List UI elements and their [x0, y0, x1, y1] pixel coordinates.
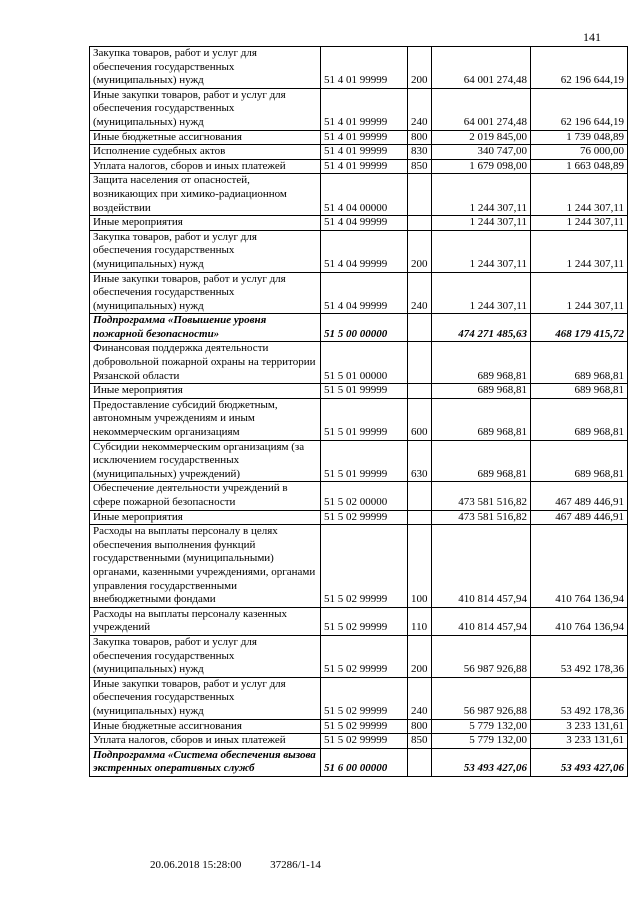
budget-table — [89, 46, 628, 777]
row-amount-plan: 56 987 926,88 — [432, 677, 531, 719]
table-row — [90, 159, 628, 174]
row-amount-plan: 1 244 307,11 — [432, 230, 531, 272]
row-code: 51 4 04 99999 — [321, 272, 408, 314]
table-row — [90, 230, 628, 272]
row-expense-type: 110 — [408, 607, 432, 635]
row-amount-plan: 64 001 274,48 — [432, 47, 531, 89]
row-amount-actual: 689 968,81 — [531, 384, 628, 399]
page-number: 141 — [583, 30, 601, 44]
row-name: Расходы на выплаты персоналу казенных учреждений — [90, 607, 321, 635]
row-name: Иные закупки товаров, работ и услуг для обеспечения государственных (муниципальных) нужд — [90, 272, 321, 314]
table-row — [90, 510, 628, 525]
row-expense-type — [408, 748, 432, 776]
row-name: Подпрограмма «Повышение уровня пожарной безопасности» — [90, 314, 321, 342]
table-row — [90, 525, 628, 608]
table-row — [90, 342, 628, 384]
row-amount-plan: 689 968,81 — [432, 398, 531, 440]
row-name: Закупка товаров, работ и услуг для обеспечения государственных (муниципальных) нужд — [90, 47, 321, 89]
row-name: Иные закупки товаров, работ и услуг для обеспечения государственных (муниципальных) нужд — [90, 677, 321, 719]
row-amount-actual: 689 968,81 — [531, 440, 628, 482]
row-expense-type: 830 — [408, 145, 432, 160]
row-amount-actual: 53 493 427,06 — [531, 748, 628, 776]
row-amount-actual: 76 000,00 — [531, 145, 628, 160]
footer-doc-id: 37286/1-14 — [270, 859, 321, 871]
row-expense-type: 800 — [408, 130, 432, 145]
table-row — [90, 398, 628, 440]
table-row — [90, 145, 628, 160]
row-expense-type: 600 — [408, 398, 432, 440]
row-expense-type — [408, 482, 432, 510]
row-amount-plan: 2 019 845,00 — [432, 130, 531, 145]
row-expense-type: 800 — [408, 719, 432, 734]
row-expense-type — [408, 216, 432, 231]
row-code: 51 5 02 99999 — [321, 607, 408, 635]
row-name: Иные мероприятия — [90, 216, 321, 231]
row-expense-type: 200 — [408, 230, 432, 272]
row-expense-type: 240 — [408, 88, 432, 130]
table-row — [90, 88, 628, 130]
table-row — [90, 748, 628, 776]
row-code: 51 5 02 99999 — [321, 525, 408, 608]
row-expense-type — [408, 314, 432, 342]
row-name: Уплата налогов, сборов и иных платежей — [90, 734, 321, 749]
row-name: Предоставление субсидий бюджетным, автономным учреждениям и иным некоммерческим организациям — [90, 398, 321, 440]
table-row — [90, 635, 628, 677]
row-amount-plan: 5 779 132,00 — [432, 719, 531, 734]
row-expense-type: 200 — [408, 635, 432, 677]
row-amount-actual: 689 968,81 — [531, 342, 628, 384]
row-code: 51 4 01 99999 — [321, 88, 408, 130]
row-expense-type — [408, 342, 432, 384]
row-code: 51 4 01 99999 — [321, 159, 408, 174]
row-amount-actual: 1 244 307,11 — [531, 174, 628, 216]
row-amount-plan: 410 814 457,94 — [432, 525, 531, 608]
row-code: 51 5 01 00000 — [321, 342, 408, 384]
row-name: Финансовая поддержка деятельности добровольной пожарной охраны на территории Рязанской области — [90, 342, 321, 384]
row-amount-actual: 1 244 307,11 — [531, 272, 628, 314]
row-code: 51 5 01 99999 — [321, 398, 408, 440]
row-code: 51 6 00 00000 — [321, 748, 408, 776]
budget-table-body — [90, 47, 628, 777]
row-code: 51 5 02 99999 — [321, 677, 408, 719]
table-row — [90, 272, 628, 314]
row-amount-plan: 1 244 307,11 — [432, 174, 531, 216]
row-name: Закупка товаров, работ и услуг для обеспечения государственных (муниципальных) нужд — [90, 635, 321, 677]
row-expense-type: 100 — [408, 525, 432, 608]
row-code: 51 5 01 99999 — [321, 384, 408, 399]
row-amount-actual: 410 764 136,94 — [531, 607, 628, 635]
row-expense-type: 200 — [408, 47, 432, 89]
row-amount-plan: 474 271 485,63 — [432, 314, 531, 342]
row-name: Иные мероприятия — [90, 384, 321, 399]
row-code: 51 5 02 99999 — [321, 510, 408, 525]
row-name: Уплата налогов, сборов и иных платежей — [90, 159, 321, 174]
row-name: Закупка товаров, работ и услуг для обеспечения государственных (муниципальных) нужд — [90, 230, 321, 272]
row-amount-actual: 1 739 048,89 — [531, 130, 628, 145]
row-amount-actual: 3 233 131,61 — [531, 734, 628, 749]
row-amount-actual: 62 196 644,19 — [531, 47, 628, 89]
table-row — [90, 677, 628, 719]
row-amount-plan: 1 679 098,00 — [432, 159, 531, 174]
row-code: 51 4 01 99999 — [321, 47, 408, 89]
table-row — [90, 384, 628, 399]
row-amount-plan: 1 244 307,11 — [432, 272, 531, 314]
row-amount-plan: 689 968,81 — [432, 342, 531, 384]
row-amount-actual: 53 492 178,36 — [531, 635, 628, 677]
table-row — [90, 47, 628, 89]
row-code: 51 4 04 00000 — [321, 174, 408, 216]
row-expense-type: 240 — [408, 272, 432, 314]
row-amount-plan: 64 001 274,48 — [432, 88, 531, 130]
row-amount-actual: 467 489 446,91 — [531, 482, 628, 510]
row-expense-type: 850 — [408, 734, 432, 749]
table-row — [90, 216, 628, 231]
row-expense-type — [408, 174, 432, 216]
row-amount-actual: 689 968,81 — [531, 398, 628, 440]
row-amount-actual: 1 244 307,11 — [531, 216, 628, 231]
row-amount-actual: 3 233 131,61 — [531, 719, 628, 734]
row-amount-actual: 467 489 446,91 — [531, 510, 628, 525]
row-expense-type — [408, 384, 432, 399]
row-amount-actual: 468 179 415,72 — [531, 314, 628, 342]
row-name: Иные бюджетные ассигнования — [90, 719, 321, 734]
row-name: Иные мероприятия — [90, 510, 321, 525]
row-amount-actual: 1 663 048,89 — [531, 159, 628, 174]
row-expense-type: 240 — [408, 677, 432, 719]
footer-timestamp: 20.06.2018 15:28:00 — [150, 859, 242, 871]
row-code: 51 5 00 00000 — [321, 314, 408, 342]
row-code: 51 4 04 99999 — [321, 230, 408, 272]
row-amount-plan: 53 493 427,06 — [432, 748, 531, 776]
row-code: 51 5 01 99999 — [321, 440, 408, 482]
table-row — [90, 719, 628, 734]
row-amount-plan: 689 968,81 — [432, 384, 531, 399]
row-amount-plan: 5 779 132,00 — [432, 734, 531, 749]
row-code: 51 4 01 99999 — [321, 145, 408, 160]
row-code: 51 5 02 99999 — [321, 635, 408, 677]
row-name: Подпрограмма «Система обеспечения вызова экстренных оперативных служб — [90, 748, 321, 776]
row-name: Обеспечение деятельности учреждений в сфере пожарной безопасности — [90, 482, 321, 510]
row-expense-type: 630 — [408, 440, 432, 482]
table-row — [90, 130, 628, 145]
row-amount-actual: 1 244 307,11 — [531, 230, 628, 272]
row-code: 51 5 02 99999 — [321, 734, 408, 749]
row-name: Исполнение судебных актов — [90, 145, 321, 160]
row-amount-plan: 473 581 516,82 — [432, 482, 531, 510]
row-amount-plan: 473 581 516,82 — [432, 510, 531, 525]
row-expense-type: 850 — [408, 159, 432, 174]
row-code: 51 5 02 00000 — [321, 482, 408, 510]
row-expense-type — [408, 510, 432, 525]
row-amount-plan: 1 244 307,11 — [432, 216, 531, 231]
row-amount-plan: 410 814 457,94 — [432, 607, 531, 635]
row-amount-actual: 53 492 178,36 — [531, 677, 628, 719]
row-amount-actual: 62 196 644,19 — [531, 88, 628, 130]
row-amount-actual: 410 764 136,94 — [531, 525, 628, 608]
row-name: Иные закупки товаров, работ и услуг для обеспечения государственных (муниципальных) нужд — [90, 88, 321, 130]
table-row — [90, 482, 628, 510]
row-amount-plan: 689 968,81 — [432, 440, 531, 482]
row-code: 51 5 02 99999 — [321, 719, 408, 734]
row-amount-plan: 56 987 926,88 — [432, 635, 531, 677]
row-code: 51 4 04 99999 — [321, 216, 408, 231]
table-row — [90, 174, 628, 216]
table-row — [90, 314, 628, 342]
table-row — [90, 734, 628, 749]
table-row — [90, 440, 628, 482]
row-name: Защита населения от опасностей, возникающих при химико-радиационном воздействии — [90, 174, 321, 216]
page-footer — [150, 859, 321, 871]
row-amount-plan: 340 747,00 — [432, 145, 531, 160]
row-name: Расходы на выплаты персоналу в целях обеспечения выполнения функций государственными (муниципальными) органами, казенными учреждениями, органами управления государственными внебюджетными фондами — [90, 525, 321, 608]
row-name: Иные бюджетные ассигнования — [90, 130, 321, 145]
table-row — [90, 607, 628, 635]
row-code: 51 4 01 99999 — [321, 130, 408, 145]
row-name: Субсидии некоммерческим организациям (за исключением государственных (муниципальных) учреждений) — [90, 440, 321, 482]
